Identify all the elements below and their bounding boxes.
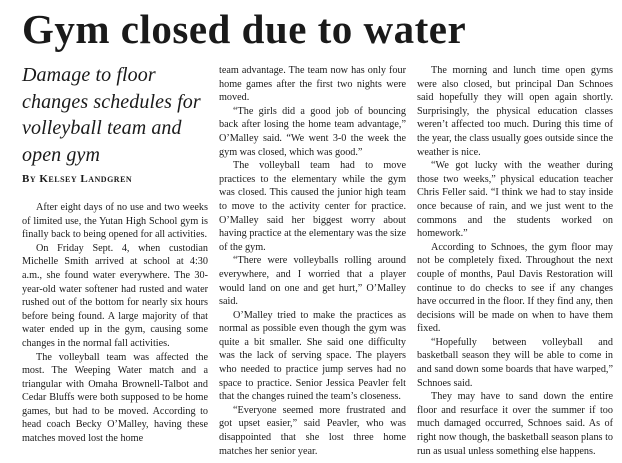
- paragraph: “There were volleyballs rolling around everywhere, and I worried that a player would land on one and get hurt,” O’Malley said.: [219, 255, 406, 308]
- paragraph: On Friday Sept. 4, when custodian Michelle Smith arrived at school at 4:30 a.m., she found water everywhere. The 30-year-old water softener had rusted and water rushed out of the bottom for nearly six hours before being found. A large majority of that water ended up in the gym, causing some changes in the normal fall activities.: [22, 242, 208, 349]
- column-1: [22, 62, 208, 446]
- paragraph: They may have to sand down the entire floor and resurface it over the summer if too much damaged occurred, Schnoes said. As of right now though, the basketball season plans to run as usual unless something else happens.: [417, 391, 613, 457]
- paragraph: The volleyball team was affected the most. The Weeping Water match and a triangular with Omaha Brownell-Talbot and Cedar Bluffs were both supposed to be home games, but had to be moved. According to head coach Becky O’Malley, having these matches moved lost the home: [22, 351, 208, 445]
- paragraph: The volleyball team had to move practices to the elementary while the gym was closed. This caused the junior high team to move to the activity center for practice. O’Malley said her biggest worry about having practice at the elementary was the size of the gym.: [219, 160, 406, 253]
- paragraph: “The girls did a good job of bouncing back after losing the home team advantage,” O’Malley said. “We went 3-0 the week the gym was closed, which was good.”: [219, 105, 406, 158]
- column-3: [417, 64, 613, 458]
- paragraph: “We got lucky with the weather during those two weeks,” physical education teacher Chris Feller said. “I think we had to stay inside once because of rain, and we just went to the commons and the students worked on homework.”: [417, 160, 613, 240]
- paragraph: “Hopefully between volleyball and basketball season they will be able to come in and sand down some boards that have warped,” Schnoes said.: [417, 336, 613, 389]
- column-2: [219, 64, 406, 458]
- paragraph: team advantage. The team now has only four home games after the first two nights were moved.: [219, 65, 406, 104]
- deck-subheadline: Damage to floor changes schedules for volleyball team and open gym: [22, 64, 201, 166]
- headline: Gym closed due to water: [22, 6, 467, 52]
- paragraph: According to Schnoes, the gym floor may not be completely fixed. Throughout the next couple of months, Paul Davis Restoration will continue to do checks to see if any changes have occurred in the floor. If they find any, then decisions will be made on when to have them fixed.: [417, 241, 613, 335]
- paragraph: “Everyone seemed more frustrated and got upset easier,” said Peavler, who was disappointed that she lost three home matches her senior year.: [219, 404, 406, 457]
- byline: By Kelsey Landgren: [22, 173, 133, 186]
- paragraph: O’Malley tried to make the practices as normal as possible even though the gym was quite a bit smaller. She said one difficulty was the lack of serving space. The players who needed to practice jump serves had no space to practice. Senior Jessica Peavler felt that the changes ruined the team’s closeness.: [219, 309, 406, 403]
- paragraph: The morning and lunch time open gyms were also closed, but principal Dan Schnoes said hopefully they will open again shortly. Surprisingly, the physical education classes weren’t affected too much. During this time of the year, the class usually goes outside since the weather is nice.: [417, 65, 613, 158]
- paragraph: After eight days of no use and two weeks of limited use, the Yutan High School gym is finally back to being opened for all activities.: [22, 201, 208, 241]
